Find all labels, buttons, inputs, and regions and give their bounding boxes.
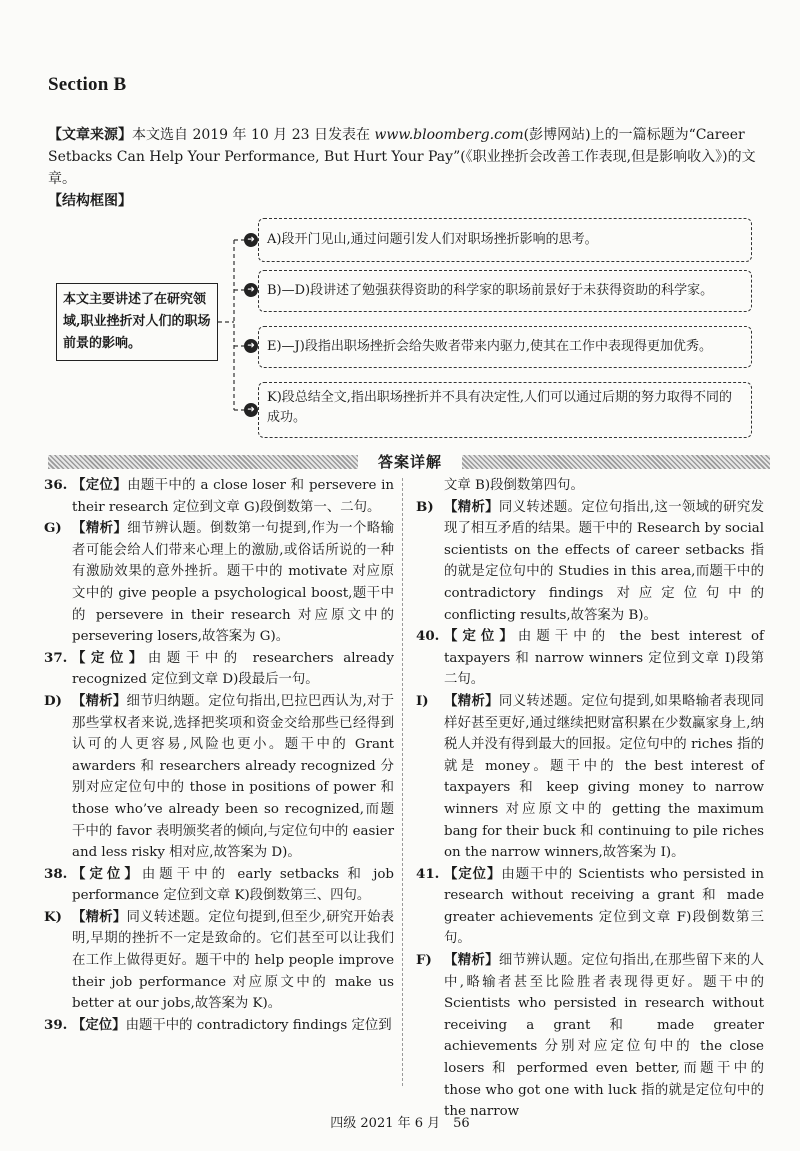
diagram-branch-b-d: B)—D)段讲述了勉强获得资助的科学家的职场前景好于未获得资助的科学家。	[258, 270, 752, 312]
item-number: G)	[44, 520, 62, 537]
section-title: Section B	[48, 74, 127, 95]
banner-hatch-left	[48, 455, 358, 469]
item-label: 【定位】	[444, 865, 502, 882]
arrow-right-icon: ➜	[244, 233, 258, 247]
left-column	[44, 475, 394, 1036]
item-text: 同义转述题。定位句提到,如果略输者表现同样好甚至更好,通过继续把财富积累在少数赢家身上,纳税人并没有得到最大的回报。定位句中的 riches 指的就是 money。题干中的 the best interest of taxpayers 和 keep giving money to narrow winners 对应原文中的 getting the maximum bang for their buck 和 continuing to pile riches on the narrow winners,故答案为 I)。	[444, 693, 765, 861]
answer-item	[44, 518, 394, 648]
answer-item	[44, 475, 394, 518]
diagram-branch-k: K)段总结全文,指出职场挫折并不具有决定性,人们可以通过后期的努力取得不同的成功。	[258, 382, 752, 438]
item-label: 【定位】	[72, 649, 148, 666]
item-number: I)	[416, 692, 429, 709]
item-number: 40.	[416, 628, 440, 645]
diagram-branch-a: A)段开门见山,通过问题引发人们对职场挫折影响的思考。	[258, 218, 752, 262]
item-text: 由题干中的 a close loser 和 persevere in their research 定位到文章 G)段倒数第一、二句。	[72, 478, 395, 515]
answer-item	[416, 864, 764, 950]
source-site: www.bloomberg.com	[374, 127, 524, 143]
answer-banner	[48, 452, 770, 472]
item-number: 38.	[44, 865, 68, 882]
diagram-branch-e-j: E)—J)段指出职场挫折会给失败者带来内驱力,使其在工作中表现得更加优秀。	[258, 326, 752, 368]
source-text-1: 本文选自 2019 年 10 月 23 日发表在	[132, 127, 375, 143]
answer-item	[416, 497, 764, 627]
item-number: F)	[416, 952, 432, 969]
arrow-right-icon: ➜	[244, 339, 258, 353]
answer-item	[44, 691, 394, 864]
item-number: 39.	[44, 1016, 68, 1033]
item-label: 【精析】	[72, 520, 128, 537]
column-divider	[402, 478, 403, 1086]
item-label: 【定位】	[72, 1016, 126, 1033]
item-number: 37.	[44, 649, 68, 666]
item-text: 由题干中的 contradictory findings 定位到	[125, 1017, 392, 1033]
item-number: K)	[44, 908, 62, 925]
banner-hatch-right	[462, 455, 770, 469]
item-number: 41.	[416, 865, 440, 882]
page-footer: 四级 2021 年 6 月 56	[330, 1116, 470, 1131]
item-label: 【精析】	[72, 692, 127, 709]
answer-item	[44, 648, 394, 691]
diagram-main-box: 本文主要讲述了在研究领域,职业挫折对人们的职场前景的影响。	[56, 283, 218, 361]
item-text: 细节辨认题。定位句指出,在那些留下来的人中,略输者甚至比险胜者表现得更好。题干中的 Scientists who persisted in research without receiving a grant 和 made greater achievements 分别对应定位句中的 the close losers 和 performed even better,而题干中的 those who got one with luck 指的就是定位句中的 the narrow	[444, 953, 765, 1120]
banner-title: 答案详解	[377, 453, 442, 471]
item-text: 同义转述题。定位句指出,这一领域的研究发现了相互矛盾的结果。题干中的 Research by social scientists on the effects of career setbacks 指的就是定位句中的 Studies in this area,而题干中的 contradictory findings 对应定位句中的 conflicting results,故答案为 B)。	[444, 499, 765, 623]
item-number: D)	[44, 692, 62, 709]
item-number	[416, 475, 444, 497]
arrow-right-icon: ➜	[244, 403, 258, 417]
item-text: 由题干中的 Scientists who persisted in research without receiving a grant 和 made greater achievements 定位到文章 F)段倒数第三句。	[444, 866, 765, 947]
item-label: 【精析】	[444, 692, 499, 709]
item-number: B)	[416, 498, 434, 515]
answer-item	[44, 907, 394, 1015]
answer-item	[44, 864, 394, 907]
item-label: 【定位】	[444, 628, 518, 645]
item-text: 细节归纳题。定位句指出,巴拉巴西认为,对于那些掌权者来说,选择把奖项和资金交给那些已经得到认可的人更容易,风险也更小。题干中的 Grant awarders 和 researchers already recognized 分别对应定位句中的 those in positions of power 和 those who’ve already been so recognized,而题干中的 favor 表明颁奖者的倾向,与定位句中的 easier and less risky 相对应,故答案为 D)。	[72, 693, 395, 861]
answer-item	[416, 475, 764, 497]
framework-heading: 【结构框图】	[48, 193, 132, 209]
answer-item	[416, 626, 764, 691]
arrow-right-icon: ➜	[244, 283, 258, 297]
item-label: 【精析】	[444, 498, 499, 515]
item-number: 36.	[44, 477, 68, 493]
item-text: 细节辨认题。倒数第一句提到,作为一个略输者可能会给人们带来心理上的激励,或俗话所说的一种有激励效果的意外挫折。题干中的 motivate 对应原文中的 give people a psychological boost,题干中的 persevere in their research 对应原文中的 persevering losers,故答案为 G)。	[72, 521, 394, 645]
right-column	[416, 475, 764, 1123]
item-text: 由题干中的 early setbacks 和 job performance 定位到文章 K)段倒数第三、四句。	[72, 866, 395, 904]
item-label: 【精析】	[444, 952, 499, 969]
item-text: 文章 B)段倒数第四句。	[444, 478, 584, 493]
item-text: 由题干中的 the best interest of taxpayers 和 narrow winners 定位到文章 I)段第二句。	[444, 629, 765, 688]
item-label: 【定位】	[72, 865, 142, 882]
answer-item	[416, 950, 764, 1123]
item-label: 【定位】	[72, 477, 128, 493]
answer-item	[416, 691, 764, 864]
answer-item	[44, 1015, 394, 1037]
item-text: 同义转述题。定位句提到,但至少,研究开始表明,早期的挫折不一定是致命的。它们甚至可以让我们在工作上做得更好。题干中的 help people improve their job performance 对应原文中的 make us better at our jobs,故答案为 K)。	[72, 909, 395, 1012]
source-label: 【文章来源】	[48, 127, 132, 143]
item-text: 由题干中的 researchers already recognized 定位到文章 D)段最后一句。	[72, 650, 394, 688]
item-label: 【精析】	[72, 908, 127, 925]
source-text-2: (彭博网站)上的一篇标题为“Career Setbacks Can Help Your Performance, But Hurt Your Pay”(《职业挫折会改善工作表现,但是影响收入》)的文章。	[48, 127, 756, 187]
